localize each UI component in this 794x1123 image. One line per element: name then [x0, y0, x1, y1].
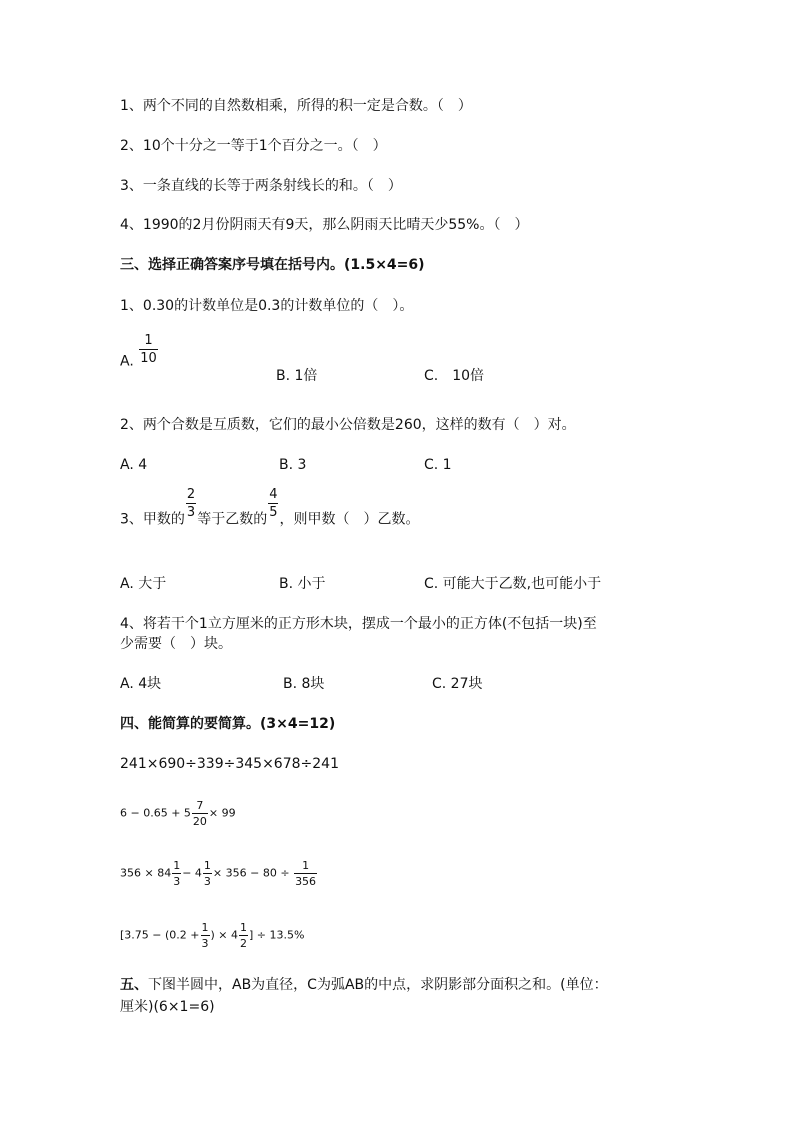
q3-text-part-2: 等于乙数的 [197, 511, 268, 528]
section-5-heading: 五、 [120, 977, 148, 993]
expression-4-part-1: [3.75 − (0.2 + [120, 928, 200, 942]
fraction-denominator: 20 [192, 815, 207, 828]
q3-option-c: C. 可能大于乙数,也可能小于 [424, 576, 602, 592]
expression-2-part-1: 6 − 0.65 + 5 [120, 806, 191, 820]
q3-text-part-1: 3、甲数的 [120, 511, 185, 528]
expression-3-fraction-1 [172, 860, 181, 887]
section-3-title: 三、选择正确答案序号填在括号内。(1.5×4=6) [120, 257, 425, 273]
expression-4-part-2: ) × 4 [210, 928, 238, 942]
q3-fraction-1 [186, 488, 196, 519]
expression-3-part-3: × 356 − 80 ÷ [212, 866, 290, 880]
q3-text-part-3: ，则甲数（ ）乙数。 [279, 511, 420, 528]
q1-option-a-label: A. [120, 353, 134, 370]
expression-4-fraction-2 [239, 922, 248, 949]
fraction-denominator: 356 [295, 875, 317, 888]
q1-option-b: B. 1倍 [276, 368, 318, 384]
section-4-title: 四、能简算的要简算。(3×4=12) [120, 716, 336, 732]
expression-3-part-1: 356 × 84 [120, 866, 172, 880]
expression-4-part-3: ] ÷ 13.5% [249, 928, 305, 942]
section-5-line-2: 厘米)(6×1=6) [120, 999, 215, 1015]
choice-question-2: 2、两个合数是互质数，它们的最小公倍数是260，这样的数有（ ）对。 [120, 417, 576, 433]
q3-option-b: B. 小于 [279, 576, 326, 592]
expression-4 [120, 922, 304, 949]
q3-option-a: A. 大于 [120, 576, 167, 592]
judge-question-4: 4、1990的2月份阴雨天有9天，那么阴雨天比晴天少55%。（ ） [120, 217, 529, 233]
q3-fraction-2 [268, 488, 278, 519]
fraction-denominator: 3 [203, 875, 211, 888]
expression-2-part-2: × 99 [208, 806, 236, 820]
choice-question-4-line-2: 少需要（ ）块。 [120, 636, 232, 652]
judge-question-1: 1、两个不同的自然数相乘，所得的积一定是合数。（ ） [120, 98, 472, 114]
choice-question-3 [120, 487, 420, 535]
q4-option-a: A. 4块 [120, 676, 162, 692]
q4-option-c: C. 27块 [432, 676, 483, 692]
section-5-text: 下图半圆中，AB为直径，C为弧AB的中点，求阴影部分面积之和。(单位： [148, 977, 608, 993]
expression-3-part-2: − 4 [182, 866, 202, 880]
q4-option-b: B. 8块 [283, 676, 325, 692]
fraction-denominator: 5 [269, 505, 278, 520]
q1-option-c: C. 10倍 [424, 368, 485, 384]
q1-option-a [120, 333, 159, 377]
q1-option-a-fraction [139, 334, 158, 365]
fraction-numerator: 1 [144, 333, 153, 348]
expression-4-fraction-1 [201, 922, 210, 949]
section-5-line-1 [120, 975, 608, 995]
expression-1: 241×690÷339÷345×678÷241 [120, 756, 339, 772]
fraction-numerator: 1 [201, 921, 209, 934]
judge-question-3: 3、一条直线的长等于两条射线长的和。（ ） [120, 178, 402, 194]
fraction-denominator: 10 [140, 351, 157, 366]
expression-3-fraction-2 [203, 860, 212, 887]
fraction-numerator: 7 [196, 799, 204, 812]
fraction-numerator: 1 [173, 859, 181, 872]
expression-2-fraction [192, 800, 208, 827]
fraction-numerator: 4 [269, 487, 278, 502]
q2-option-c: C. 1 [424, 457, 452, 473]
expression-3-fraction-3 [294, 860, 317, 887]
q2-option-b: B. 3 [279, 457, 307, 473]
q2-option-a: A. 4 [120, 457, 148, 473]
choice-question-1: 1、0.30的计数单位是0.3的计数单位的（ ）。 [120, 298, 414, 314]
fraction-numerator: 1 [302, 859, 310, 872]
expression-2 [120, 800, 236, 827]
fraction-denominator: 3 [201, 937, 209, 950]
fraction-numerator: 1 [240, 921, 247, 934]
fraction-numerator: 2 [186, 487, 196, 502]
fraction-denominator: 3 [173, 875, 181, 888]
choice-question-4-line-1: 4、将若干个1立方厘米的正方形木块，摆成一个最小的正方体(不包括一块)至 [120, 616, 597, 632]
judge-question-2: 2、10个十分之一等于1个百分之一。（ ） [120, 138, 387, 154]
fraction-denominator: 3 [186, 505, 196, 520]
fraction-denominator: 2 [240, 937, 247, 950]
expression-3 [120, 860, 318, 887]
fraction-numerator: 1 [203, 859, 211, 872]
